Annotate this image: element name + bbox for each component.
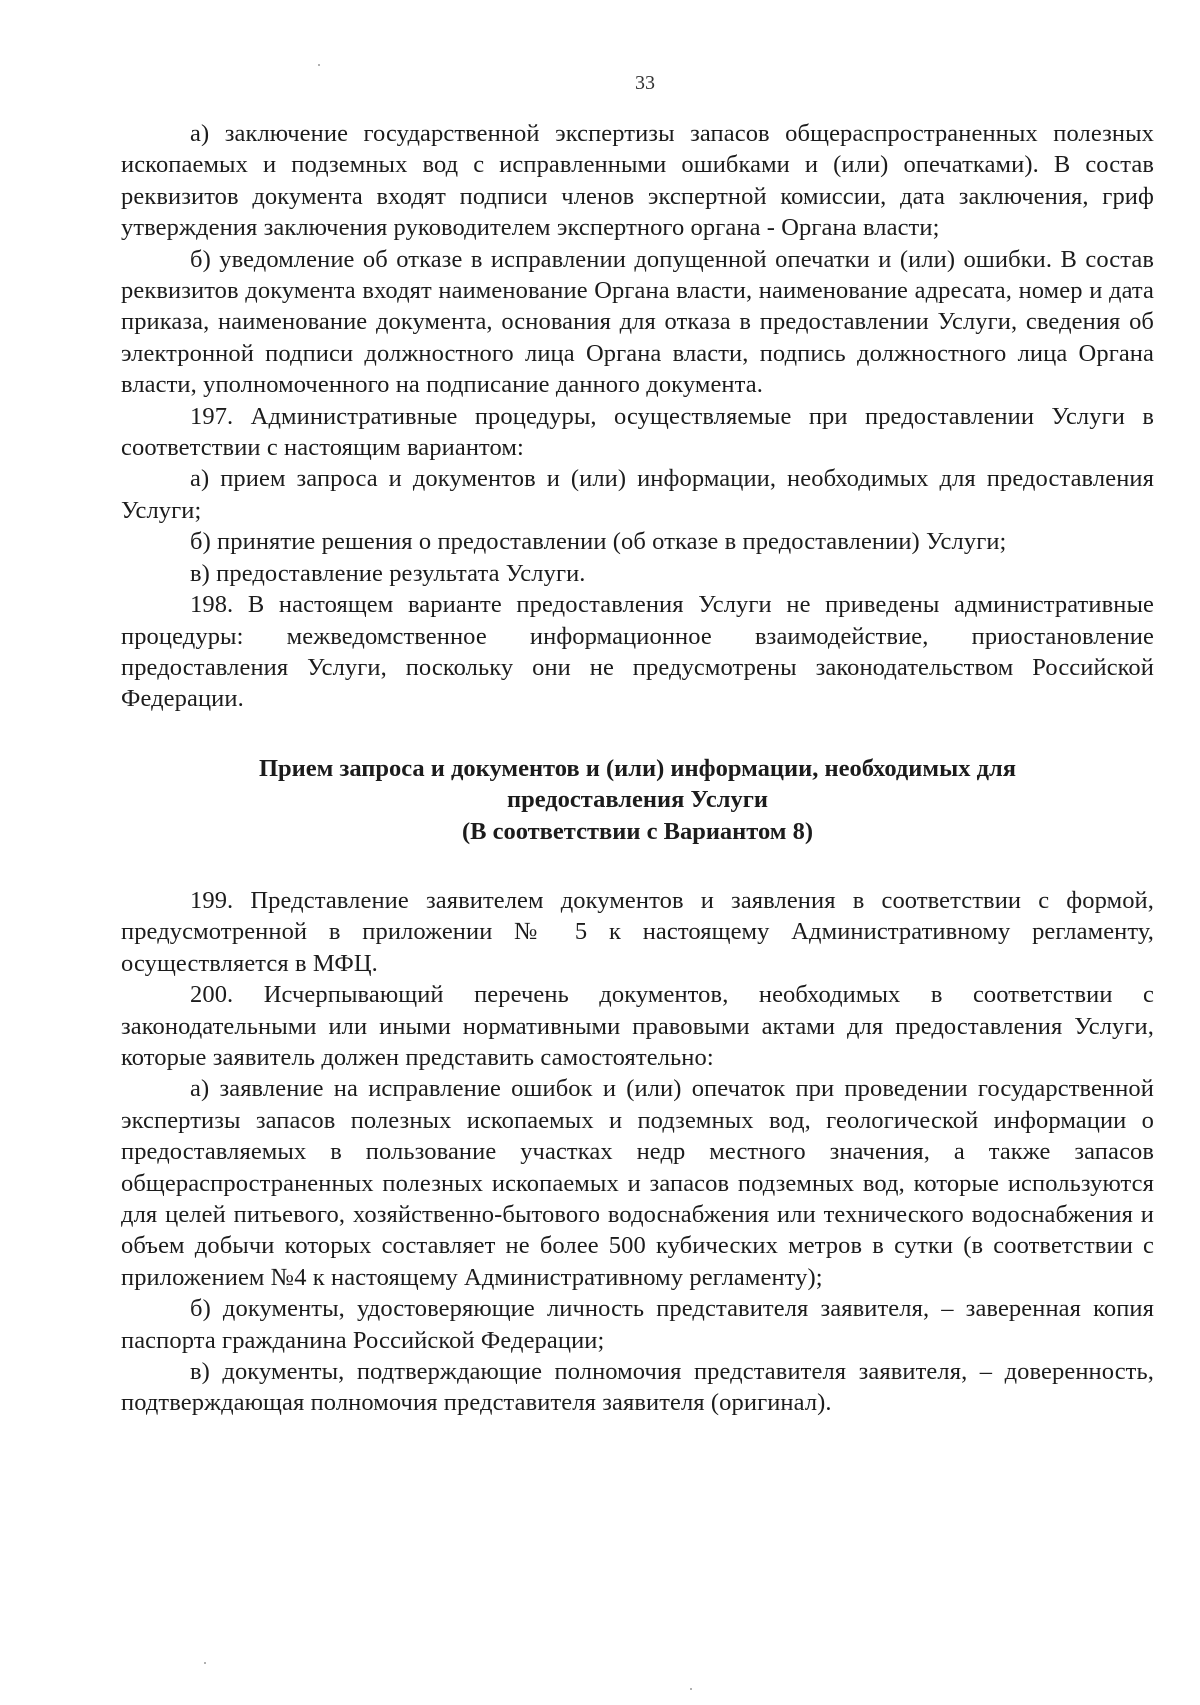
paragraph-197: 197. Административные процедуры, осуществляемые при предоставлении Услуги в соответствии с настоящим вариантом: — [121, 402, 1154, 462]
section-heading-line-3: (В соответствии с Вариантом 8) — [461, 817, 814, 845]
paragraph-200: 200. Исчерпывающий перечень документов, необходимых в соответствии с законодательными или иными нормативными правовыми актами для предоставления Услуги, которые заявитель должен представить самостоятельно: — [121, 981, 1154, 1071]
paragraph-197-b: б) принятие решения о предоставлении (об отказе в предоставлении) Услуги; — [190, 528, 1007, 556]
section-heading-line-2: предоставления Услуги — [507, 786, 768, 814]
paragraph-200-b: б) документы, удостоверяющие личность представителя заявителя, – заверенная копия паспорта гражданина Российской Федерации; — [121, 1295, 1154, 1354]
document-body — [121, 118, 1154, 1419]
page-number: 33 — [635, 72, 655, 94]
paragraph-b-refusal-notice: б) уведомление об отказе в исправлении допущенной опечатки и (или) ошибки. В состав реквизитов документа входят наименование Органа власти, наименование адресата, номер и дата приказа, наименование документа, основания для отказа в предоставлении Услуги, сведения об электронной подписи должностного лица Органа власти, подпись должностного лица Органа власти, уполномоченного на подписание данного документа. — [121, 245, 1154, 399]
paragraph-200-a: а) заявление на исправление ошибок и (или) опечаток при проведении государственной экспертизы запасов полезных ископаемых и подземных вод, геологической информации о предоставляемых в пользование участках недр местного значения, а также запасов общераспространенных полезных ископаемых и запасов подземных вод, которые используются для целей питьевого, хозяйственно-бытового водоснабжения или технического водоснабжения и объем добычи которых составляет не более 500 кубических метров в сутки (в соответствии с приложением №4 к настоящему Административному регламенту); — [121, 1075, 1154, 1291]
scan-speck — [318, 64, 320, 66]
paragraph-a-expertise-conclusion: а) заключение государственной экспертизы запасов общераспространенных полезных ископаемых и подземных вод с исправленными ошибками и (или) опечатками). В состав реквизитов документа входят подписи членов экспертной комиссии, дата заключения, гриф утверждения заключения руководителем экспертного органа - Органа власти; — [121, 120, 1154, 242]
paragraph-198: 198. В настоящем варианте предоставления Услуги не приведены административные процедуры: межведомственное информационное взаимодействие, приостановление предоставления Услуги, поскольку они не предусмотрены законодательством Российской Федерации. — [121, 591, 1154, 713]
paragraph-200-c: в) документы, подтверждающие полномочия представителя заявителя, – доверенность, подтверждающая полномочия представителя заявителя (оригинал). — [121, 1358, 1154, 1417]
scan-speck — [204, 1662, 206, 1664]
section-heading — [121, 753, 1154, 847]
scan-speck — [690, 1688, 692, 1690]
paragraph-199: 199. Представление заявителем документов и заявления в соответствии с формой, предусмотренной в приложении № 5 к настоящему Административному регламенту, осуществляется в МФЦ. — [121, 886, 1154, 977]
paragraph-197-a: а) прием запроса и документов и (или) информации, необходимых для предоставления Услуги; — [121, 465, 1154, 524]
paragraph-197-c: в) предоставление результата Услуги. — [190, 559, 586, 587]
section-heading-line-1: Прием запроса и документов и (или) информации, необходимых для — [259, 754, 1016, 782]
